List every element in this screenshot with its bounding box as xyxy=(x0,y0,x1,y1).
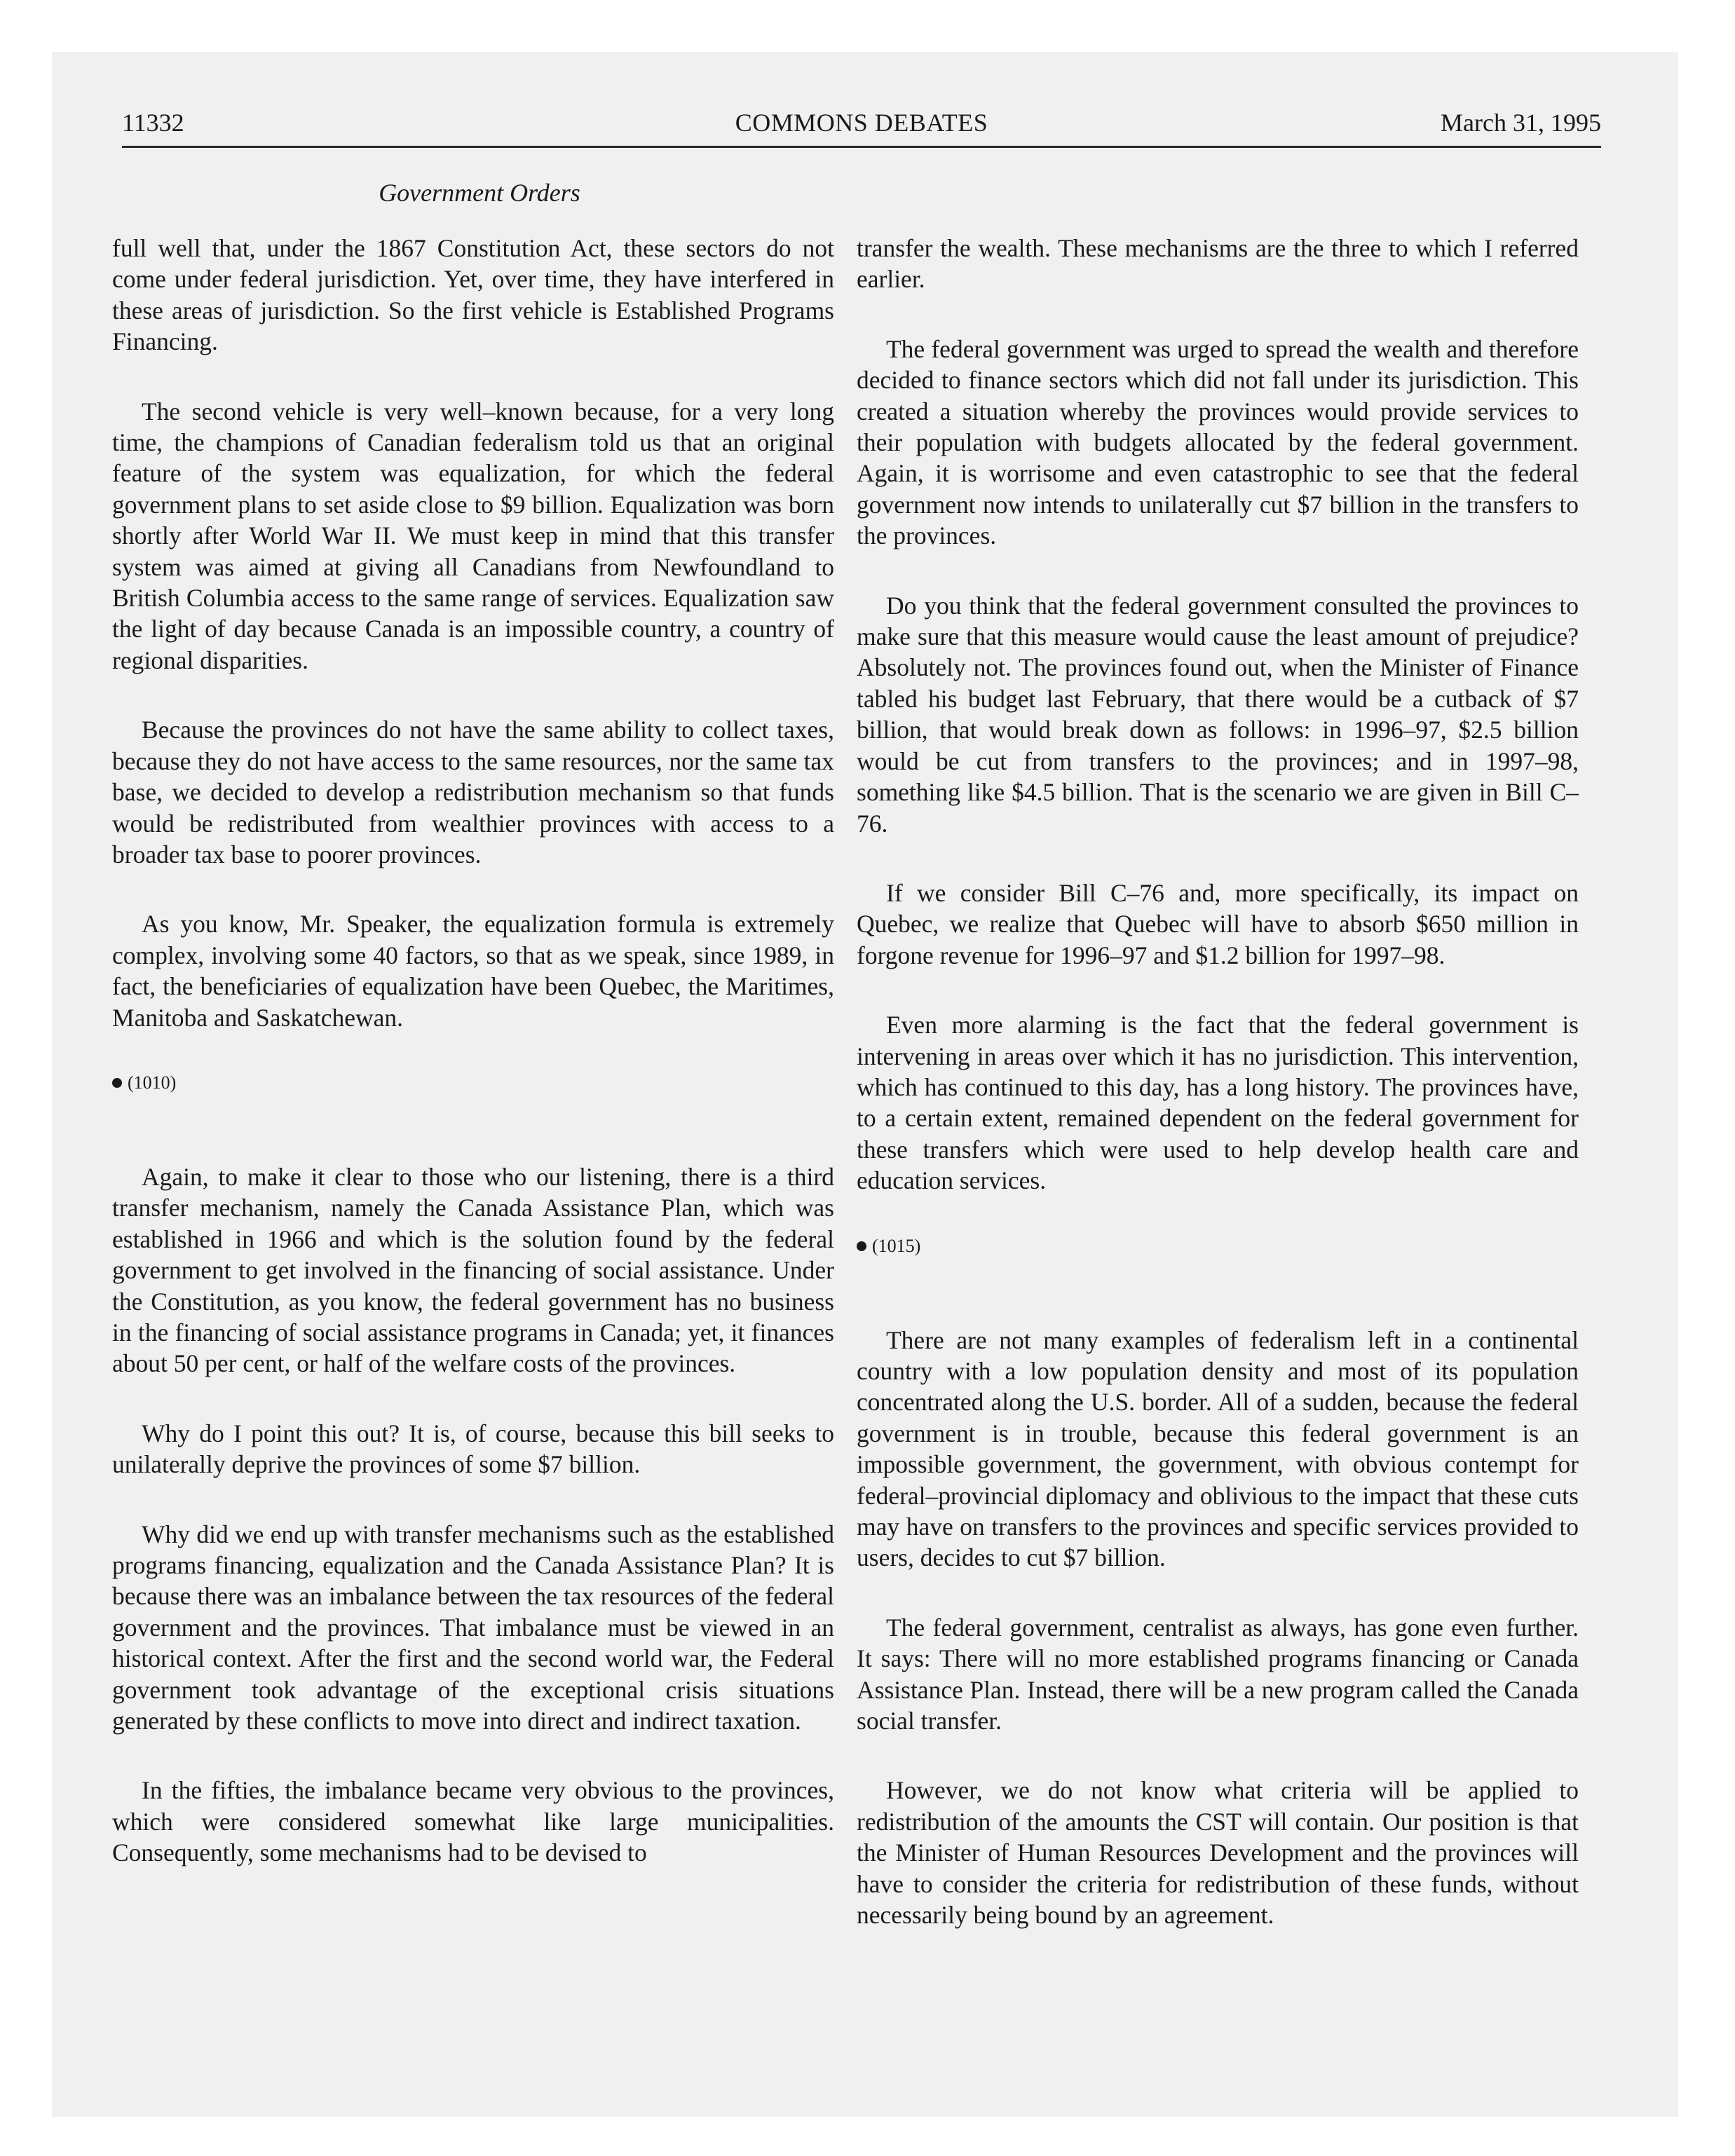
issue-date: March 31, 1995 xyxy=(1441,109,1601,137)
page-header xyxy=(122,108,1601,148)
bullet-icon xyxy=(112,1078,122,1088)
paragraph: transfer the wealth. These mechanisms are the three to which I referred earlier. xyxy=(857,234,1579,294)
section-title: Government Orders xyxy=(379,179,580,207)
paragraph: However, we do not know what criteria will be applied to redistribution of the amounts the CST will contain. Our position is that the Minister of Human Resources Development and the provinces will have to consider the criteria for redistribution of these funds, without necessarily being bound by an agreement. xyxy=(857,1776,1579,1930)
paragraph: Even more alarming is the fact that the federal government is intervening in areas over which it has no jurisdiction. This intervention, which has continued to this day, has a long history. The provinces have, to a certain extent, remained dependent on the federal government for these transfers which were used to help develop health care and education services. xyxy=(857,1011,1579,1195)
paragraph: There are not many examples of federalism left in a continental country with a low population density and most of its population concentrated along the U.S. border. All of a sudden, because the federal government is in trouble, because this federal government is an impossible government, the government, with obvious contempt for federal–provincial diplomacy and oblivious to the impact that these cuts may have on transfers to the provinces and specific services provided to users, decides to cut $7 billion. xyxy=(857,1325,1579,1572)
paragraph: full well that, under the 1867 Constitution Act, these sectors do not come under federal jurisdiction. Yet, over time, they have interfered in these areas of jurisdiction. So the first vehicle is Established Programs Financing. xyxy=(112,234,834,356)
timestamp-marker xyxy=(857,1235,1579,1257)
paragraph: If we consider Bill C–76 and, more specifically, its impact on Quebec, we realize that Quebec will have to absorb $650 million in forgone revenue for 1996–97 and $1.2 billion for 1997–98. xyxy=(857,878,1579,969)
paragraph: The second vehicle is very well–known because, for a very long time, the champions of Canadian federalism told us that an original feature of the system was equalization, for which the federal government plans to set aside close to $9 billion. Equalization was born shortly after World War II. We must keep in mind that this transfer system was aimed at giving all Canadians from Newfoundland to British Columbia access to the same range of services. Equalization saw the light of day because Canada is an impossible country, a country of regional disparities. xyxy=(112,397,834,674)
bullet-icon xyxy=(857,1241,866,1251)
paragraph: The federal government, centralist as always, has gone even further. It says: There will no more established programs financing or Canada Assistance Plan. Instead, there will be a new program called the Canada social transfer. xyxy=(857,1613,1579,1735)
paragraph: The federal government was urged to spread the wealth and therefore decided to finance sectors which did not fall under its jurisdiction. This created a situation whereby the provinces would provide services to their population with budgets allocated by the federal government. Again, it is worrisome and even catastrophic to see that the federal government now intends to unilaterally cut $7 billion in the transfers to the provinces. xyxy=(857,334,1579,550)
timestamp-label: (1010) xyxy=(128,1072,177,1093)
paragraph: Again, to make it clear to those who our listening, there is a third transfer mechanism, namely the Canada Assistance Plan, which was established in 1966 and which is the solution found by the federal government to get involved in the financing of social assistance. Under the Constitution, as you know, the federal government has no business in the financing of social assistance programs in Canada; yet, it finances about 50 per cent, or half of the welfare costs of the provinces. xyxy=(112,1162,834,1378)
left-column xyxy=(112,233,834,1907)
timestamp-marker xyxy=(112,1072,834,1094)
timestamp-label: (1015) xyxy=(872,1235,921,1256)
paragraph: Do you think that the federal government consulted the provinces to make sure that this measure would cause the least amount of prejudice? Absolutely not. The provinces found out, when the Minister of Finance tabled his budget last February, that there would be a cutback of $7 billion, that would break down as follows: in 1996–97, $2.5 billion would be cut from transfers to the provinces; and in 1997–98, something like $4.5 billion. That is the scenario we are given in Bill C–76. xyxy=(857,591,1579,838)
document-page xyxy=(52,52,1678,2117)
paragraph: Why do I point this out? It is, of course, because this bill seeks to unilaterally deprive the provinces of some $7 billion. xyxy=(112,1419,834,1479)
page-number: 11332 xyxy=(122,109,184,137)
journal-title: COMMONS DEBATES xyxy=(735,109,988,137)
paragraph: In the fifties, the imbalance became very obvious to the provinces, which were considered somewhat like large municipalities. Consequently, some mechanisms had to be devised to xyxy=(112,1776,834,1867)
paragraph: Because the provinces do not have the same ability to collect taxes, because they do not have access to the same resources, nor the same tax base, we decided to develop a redistribution mechanism so that funds would be redistributed from wealthier provinces with access to a broader tax base to poorer provinces. xyxy=(112,716,834,868)
right-column xyxy=(857,233,1579,1969)
paragraph: As you know, Mr. Speaker, the equalization formula is extremely complex, involving some 40 factors, so that as we speak, since 1989, in fact, the beneficiaries of equalization have been Quebec, the Maritimes, Manitoba and Saskatchewan. xyxy=(112,910,834,1032)
paragraph: Why did we end up with transfer mechanisms such as the established programs financing, equalization and the Canada Assistance Plan? It is because there was an imbalance between the tax resources of the federal government and the provinces. That imbalance must be viewed in an historical context. After the first and the second world war, the Federal government took advantage of the exceptional crisis situations generated by these conflicts to move into direct and indirect taxation. xyxy=(112,1520,834,1735)
